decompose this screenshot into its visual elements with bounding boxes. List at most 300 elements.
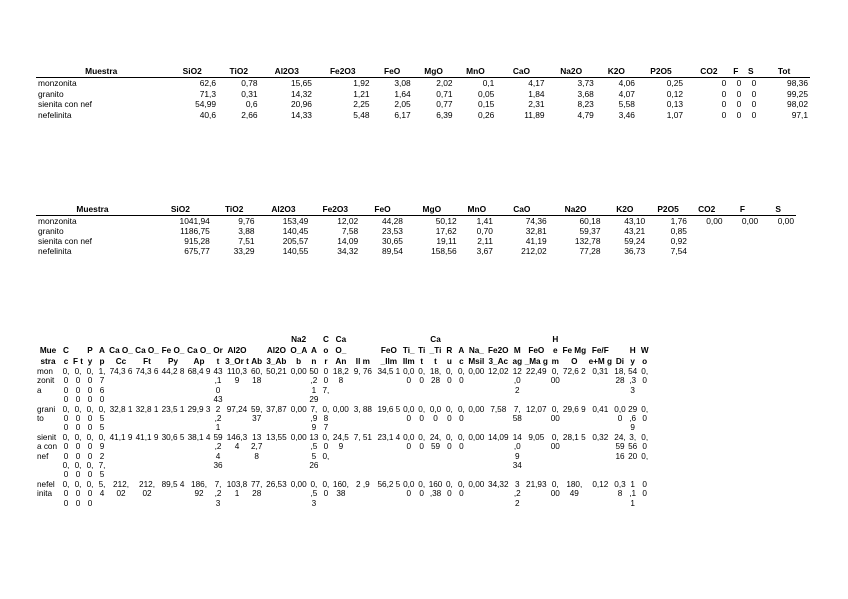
table-row — [36, 405, 651, 433]
column-header: A n — [310, 346, 317, 366]
table-cell: 160 ,38 — [428, 479, 443, 499]
table-cell: 1,21 — [353, 88, 370, 99]
column-header: Ca O_ An — [335, 335, 347, 366]
table-cell: 11,89 — [524, 109, 545, 120]
table-cell: 0, 0 — [457, 432, 465, 452]
table-row — [36, 367, 651, 405]
table-cell: 60, 18 — [251, 367, 263, 386]
table-cell: 0, 0 — [457, 479, 465, 499]
table-cell: 1,92 — [353, 78, 370, 89]
table-cell: 0, 0 — [445, 404, 453, 424]
table-cell: 68,4 9 — [187, 367, 211, 376]
table-cell: 110,3 9 — [227, 367, 247, 386]
table-cell: 41,1 9 — [135, 432, 159, 442]
table-cell: 0, 0 0 — [62, 404, 70, 433]
table-cell: 0, 0 — [445, 432, 453, 452]
column-header: MgO — [405, 202, 459, 216]
column-header: F t — [73, 357, 84, 366]
table-cell: 89,5 4 — [161, 479, 185, 489]
table-cell: 3,73 — [577, 78, 594, 89]
table-cell: 0, 0 — [445, 479, 453, 499]
table-cell: 0, 0 — [418, 404, 426, 424]
table-cell: 0, 0 — [322, 479, 330, 499]
table-cell: 13,55 — [266, 432, 287, 442]
table-cell: 5,58 — [618, 99, 635, 110]
table-cell: 140,45 — [282, 226, 309, 236]
table-cell: 0,12 — [666, 88, 684, 99]
table-cell: 29 ,6 9 — [628, 404, 638, 433]
table-cell: 0,26 — [478, 109, 495, 120]
table-cell: 12,02 — [488, 367, 509, 376]
table-cell: nefelinita — [38, 109, 72, 120]
table-cell — [689, 226, 725, 236]
table-cell: 0 — [721, 88, 727, 99]
table-cell: 34,32 — [337, 246, 359, 256]
table-cell: 32,81 — [525, 226, 547, 236]
table-row — [36, 99, 810, 110]
table-cell: 0 — [751, 109, 757, 120]
table-cell: 0,00 — [290, 367, 307, 376]
table-cell: 22,49 — [526, 367, 547, 376]
table-cell: 7,58 — [341, 226, 359, 236]
table-cell: 0, 0 0 — [74, 404, 82, 433]
table-cell: 29,9 3 — [187, 404, 211, 414]
table-cell: 0 0 7, — [322, 367, 330, 395]
table-cell: 212,02 — [521, 246, 547, 256]
table-row — [36, 78, 810, 89]
table-cell: 59,37 — [579, 226, 601, 236]
table-cell: 6,39 — [436, 109, 453, 120]
table-cell: 0,25 — [666, 78, 684, 89]
table-cell: 3,46 — [618, 109, 635, 120]
column-header: Ca _Ti t — [429, 335, 442, 366]
table-cell: monzonita — [38, 78, 77, 89]
table-cell: 33,29 — [233, 246, 255, 256]
table-cell: 186, 92 — [191, 479, 207, 499]
table-cell: 0 — [736, 88, 742, 99]
table-cell: 0,71 — [436, 88, 453, 99]
table-cell: 23,5 1 — [161, 404, 185, 414]
column-header: Na2O — [549, 202, 603, 216]
table-cell — [760, 236, 796, 246]
column-header: FeO — [372, 64, 413, 78]
table-cell: 0, 0 — [418, 479, 426, 499]
table-row — [36, 89, 810, 100]
table-cell: 0, 0 0, — [641, 432, 649, 461]
table-cell: 212, 02 — [113, 479, 129, 499]
table-cell: 98,02 — [787, 99, 808, 110]
table-cell: 0, 0 — [445, 367, 453, 386]
table-cell — [760, 226, 796, 236]
table-cell: 0, 0 — [418, 432, 426, 452]
table-cell: 18,2 8 — [332, 367, 349, 386]
table-cell: 41,1 9 — [109, 432, 133, 442]
table-cell: 2,31 — [528, 99, 545, 110]
table-cell: 1041,94 — [179, 216, 210, 226]
table-cell: 0, 00 — [550, 404, 560, 424]
column-header: P2O5 — [637, 64, 685, 78]
column-header: C o r — [322, 335, 329, 366]
table-cell: 0,00 — [290, 479, 307, 489]
table-cell: 0,85 — [670, 226, 687, 236]
table-cell: 0, 0 0 0, 0 — [74, 432, 82, 480]
table-cell: 72,6 2 — [562, 367, 586, 376]
column-header: R u — [446, 346, 453, 366]
table-cell: 54 ,3 3 — [628, 367, 638, 395]
table-cell: 0, 0 — [457, 404, 465, 424]
table-cell: 0, 0 — [418, 367, 426, 386]
table-cell: 40,6 — [199, 109, 217, 120]
column-header: Di — [615, 357, 625, 366]
table-cell: 0,00 — [290, 432, 307, 442]
table-cell: 5, 4 — [98, 479, 106, 499]
table-row — [36, 226, 796, 236]
column-header: Ab — [251, 357, 263, 366]
table-cell: 0 — [721, 109, 727, 120]
table-cell: 98,36 — [787, 78, 808, 89]
table-cell: 0,92 — [670, 236, 687, 246]
table-cell: 0, 0 0 — [74, 479, 82, 508]
table-cell: 3, 88 — [353, 404, 372, 414]
table-header-row — [36, 64, 810, 78]
table-cell: 21,93 — [526, 479, 547, 489]
table-cell: 0, 00 — [550, 367, 560, 386]
table-cell: 4,79 — [577, 109, 594, 120]
table-cell: 4,17 — [528, 78, 545, 89]
column-header: FeO _Ilm — [380, 346, 398, 366]
table-cell: 0 — [721, 99, 727, 110]
table-cell: 7,54 — [670, 246, 687, 256]
table-cell — [725, 226, 761, 236]
table-cell: 2 ,2 1 — [214, 404, 222, 433]
table-cell: 0, 0 0 0, 0 — [86, 432, 94, 480]
column-header: Fe2O3 — [310, 202, 360, 216]
table-cell: nefelinita — [38, 246, 72, 256]
table-cell: 0,31 — [241, 88, 258, 99]
table-cell: 0,0 0 — [403, 404, 415, 424]
table-cell: 0,00 — [468, 404, 485, 414]
table-cell: 14,09 — [337, 236, 359, 246]
column-header: P2O5 — [647, 202, 689, 216]
table-cell: 8,23 — [577, 99, 594, 110]
table-cell: 41,19 — [525, 236, 547, 246]
table-cell: 9, 76 — [353, 367, 372, 376]
column-header: Ca O_ Ap — [187, 346, 211, 366]
oxide-millications-table — [36, 202, 796, 256]
column-header: Ti_ Ilm — [402, 346, 415, 366]
table-cell: 3, 56 20 — [628, 432, 638, 461]
table-cell: 24, 59 — [429, 432, 442, 452]
table-cell: 37,87 — [266, 404, 287, 414]
table-cell: 44,28 — [381, 216, 403, 226]
table-cell: 0, 0 0 0 — [86, 367, 94, 405]
table-cell: 0,00 — [468, 367, 485, 376]
table-cell: 50,21 — [266, 367, 287, 376]
table-cell: 13 2,7 8 — [251, 432, 263, 461]
table-cell: 9,05 — [528, 432, 545, 442]
column-header: MnO — [459, 202, 495, 216]
table-cell: 38,1 4 — [187, 432, 211, 442]
column-header: Ca O_ Cc — [109, 346, 133, 366]
table-cell: 140,55 — [282, 246, 309, 256]
table-cell: 158,56 — [431, 246, 457, 256]
table-cell: 7, 51 — [353, 432, 372, 442]
table-cell: 1,07 — [666, 109, 684, 120]
table-cell: 0 — [736, 99, 742, 110]
column-header: M ag — [512, 346, 523, 366]
table-cell: granito — [38, 88, 64, 99]
column-header: TiO2 — [218, 64, 260, 78]
table-row — [36, 480, 651, 508]
table-cell: sienita con nef — [38, 236, 93, 246]
table-cell: 0, 8 7 — [322, 404, 330, 433]
table-cell: 0,0 0 — [429, 404, 442, 424]
table-cell — [689, 246, 725, 256]
table-cell — [725, 246, 761, 256]
table-cell: 14,33 — [291, 109, 312, 120]
column-header: F — [725, 202, 761, 216]
table-cell: 7, ,2 3 — [214, 479, 222, 508]
table-cell: 132,78 — [574, 236, 601, 246]
table-cell: 7, ,9 9 — [310, 404, 318, 433]
column-header: H y — [629, 346, 636, 366]
column-header: Fe2O3 — [314, 64, 372, 78]
table-cell: 9,76 — [238, 216, 255, 226]
table-cell: 0,3 8 — [614, 479, 626, 499]
table-cell: 1,41 — [476, 216, 493, 226]
table-cell: 160, 38 — [332, 479, 349, 499]
table-cell: 3,68 — [577, 88, 594, 99]
table-cell: 0 — [721, 78, 727, 89]
table-header-row — [36, 334, 651, 367]
table-cell: 2,25 — [353, 99, 370, 110]
table-cell: 146,3 4 — [226, 432, 248, 452]
table-cell: 1186,75 — [180, 226, 210, 236]
table-cell: 103,8 1 — [226, 479, 248, 499]
table-cell: 0, 0 0, — [322, 432, 330, 461]
table-cell: granito — [38, 226, 64, 236]
column-header: Al2O 3_Or t — [225, 346, 249, 366]
table-cell: 0,0 0 — [403, 479, 415, 499]
table-cell: 1,76 — [670, 216, 687, 226]
table-cell: 36,73 — [624, 246, 646, 256]
table-cell: monzonita — [38, 216, 77, 226]
column-header: Fe/F e+M g — [588, 346, 613, 366]
table-cell: 15,65 — [291, 78, 312, 89]
table-cell: 0,78 — [241, 78, 258, 89]
table-cell: 0,00 — [332, 404, 349, 414]
column-header: Ti t — [418, 346, 426, 366]
table-cell: 0, 0 0 — [86, 479, 94, 508]
table-cell: 0 — [736, 78, 742, 89]
table-cell: 24, 59 16 — [614, 432, 626, 461]
table-cell: 2 ,9 — [356, 479, 370, 489]
table-cell: 0,00 — [777, 216, 794, 226]
table-cell: 0,70 — [476, 226, 493, 236]
table-cell: 4,07 — [618, 88, 635, 99]
table-cell: 0, 00 — [550, 479, 560, 499]
table-cell: 23,1 4 — [377, 432, 401, 442]
table-cell: 0,6 — [245, 99, 258, 110]
table-cell: 71,3 — [199, 88, 217, 99]
table-cell: 32,8 1 — [109, 404, 133, 414]
table-cell: 0 — [751, 78, 757, 89]
column-header: Na_ Msil — [468, 346, 485, 366]
table-cell: 5,48 — [353, 109, 370, 120]
table-cell: 74,3 6 — [135, 367, 159, 376]
table-cell: 77, 28 — [251, 479, 263, 499]
table-cell: 43,21 — [624, 226, 646, 236]
table-cell: 18, 28 — [614, 367, 626, 386]
table-cell: 0,1 — [482, 78, 495, 89]
column-header: Muestra — [36, 64, 166, 78]
table-row — [36, 433, 651, 480]
table-cell: 0,00 — [741, 216, 759, 226]
table-cell: 180, 49 — [566, 479, 583, 499]
table-cell: 18, 28 — [429, 367, 442, 386]
table-cell: 32,8 1 — [135, 404, 159, 414]
table-cell: 23,53 — [381, 226, 403, 236]
table-cell: 7,51 — [238, 236, 255, 246]
table-cell: 0, 00 — [550, 432, 560, 452]
table-cell: 0,31 — [592, 367, 609, 376]
table-cell: 0,13 — [666, 99, 684, 110]
table-cell: 0,15 — [478, 99, 495, 110]
table-cell: 62,6 — [199, 78, 217, 89]
table-cell: 212, 02 — [139, 479, 155, 499]
table-cell: 7, 58 — [512, 404, 522, 424]
table-cell: 0, 0 — [641, 404, 649, 424]
table-cell: 12,02 — [337, 216, 359, 226]
table-cell: 59,24 — [624, 236, 646, 246]
table-cell: 7,58 — [490, 404, 507, 414]
table-cell: 0,0 0 — [614, 404, 626, 424]
column-header: Na2 O_A b — [290, 335, 308, 366]
table-cell: 1, 7 6 0 — [98, 367, 106, 405]
column-header: W o — [640, 346, 649, 366]
table-cell: 0 — [751, 88, 757, 99]
table-cell: 3 ,2 2 — [513, 479, 521, 508]
column-header: Il m — [355, 357, 370, 366]
table-cell: 56,2 5 — [377, 479, 401, 489]
table-cell: 26,53 — [266, 479, 287, 489]
table-cell: 0, 0 0 0, 0 — [62, 432, 70, 480]
column-header: FeO — [360, 202, 405, 216]
table-cell — [725, 236, 761, 246]
column-header: CaO — [496, 64, 546, 78]
column-header: Al2O 3_Ab — [266, 346, 287, 366]
table-cell: 34,32 — [488, 479, 509, 489]
column-header: Al2O3 — [257, 202, 311, 216]
table-cell: 0, 5 5 — [98, 404, 106, 433]
table-cell — [760, 246, 796, 256]
column-header: SiO2 — [149, 202, 212, 216]
table-cell: nefel inita — [37, 479, 55, 499]
table-row — [36, 110, 810, 121]
table-cell: 0,32 — [592, 432, 609, 442]
table-cell: 14,09 — [488, 432, 509, 442]
table-cell: 50 ,2 1 29 — [309, 367, 319, 405]
column-header: Fe Mg O — [562, 346, 587, 366]
table-cell: 3,08 — [394, 78, 411, 89]
table-cell: 59, 37 — [251, 404, 263, 424]
table-cell: grani to — [37, 404, 56, 424]
column-header: A c — [458, 346, 465, 366]
column-header: Na2O — [547, 64, 596, 78]
table-cell: 44,2 8 — [161, 367, 185, 376]
table-cell: 77,28 — [579, 246, 601, 256]
column-header: TiO2 — [212, 202, 257, 216]
table-cell: 19,6 5 — [377, 404, 401, 414]
table-cell: 0 — [736, 109, 742, 120]
table-cell: 0,00 — [468, 479, 485, 489]
oxide-composition-table — [36, 64, 810, 120]
table-cell: 50,12 — [435, 216, 457, 226]
table-row — [36, 236, 796, 246]
table-cell: 14,32 — [291, 88, 312, 99]
table-cell: 0, ,5 3 — [310, 479, 318, 508]
table-cell: 0, 0 0 0 — [74, 367, 82, 405]
table-cell: 2,05 — [394, 99, 411, 110]
column-header: Muestra — [36, 202, 149, 216]
table-cell: 12,07 — [526, 404, 547, 414]
table-cell: 2,66 — [241, 109, 258, 120]
column-header: Mue stra — [39, 346, 57, 366]
column-header: CO2 — [690, 64, 729, 78]
table-cell: 99,25 — [787, 88, 808, 99]
table-cell: 3,88 — [238, 226, 255, 236]
table-cell: 17,62 — [435, 226, 457, 236]
table-cell: 0, 0 — [457, 367, 465, 386]
table-row — [36, 216, 796, 227]
column-header: P y — [87, 346, 93, 366]
column-header: K2O — [602, 202, 647, 216]
column-header: A p — [99, 346, 105, 366]
column-header: F — [728, 64, 743, 78]
table-cell: 0 — [751, 99, 757, 110]
column-header: FeO _Ma g — [524, 346, 548, 366]
table-cell: 43,10 — [624, 216, 646, 226]
column-header: CaO — [495, 202, 549, 216]
column-header: Fe O_ Py — [161, 346, 185, 366]
table-cell: 74,3 6 — [109, 367, 133, 376]
table-header-row — [36, 202, 796, 216]
column-header: S — [743, 64, 758, 78]
table-cell: 4,06 — [618, 78, 635, 89]
table-cell: 1,84 — [528, 88, 545, 99]
table-row — [36, 246, 796, 256]
table-cell: 1 ,1 1 — [629, 479, 637, 508]
table-cell: 28,1 5 — [562, 432, 586, 442]
table-cell: 2,11 — [477, 236, 493, 246]
table-cell: 34,5 1 — [377, 367, 401, 376]
table-cell: 89,54 — [381, 246, 403, 256]
table-cell: 30,6 5 — [161, 432, 185, 442]
table-cell: 97,1 — [791, 109, 808, 120]
table-cell: 24,5 9 — [332, 432, 349, 452]
column-header: Fe2O 3_Ac — [488, 346, 509, 366]
table-cell: sienit a con nef — [37, 432, 58, 461]
table-cell: 20,96 — [291, 99, 312, 110]
column-header: CO2 — [689, 202, 725, 216]
column-header: Or t — [213, 346, 223, 366]
table-cell: 0, 0 — [641, 367, 649, 386]
table-cell: 915,28 — [184, 236, 210, 246]
column-header: MgO — [413, 64, 455, 78]
table-cell: 14 ,0 9 34 — [512, 432, 522, 471]
table-cell: 13 ,5 5 26 — [309, 432, 319, 471]
table-cell: 19,11 — [436, 236, 457, 246]
